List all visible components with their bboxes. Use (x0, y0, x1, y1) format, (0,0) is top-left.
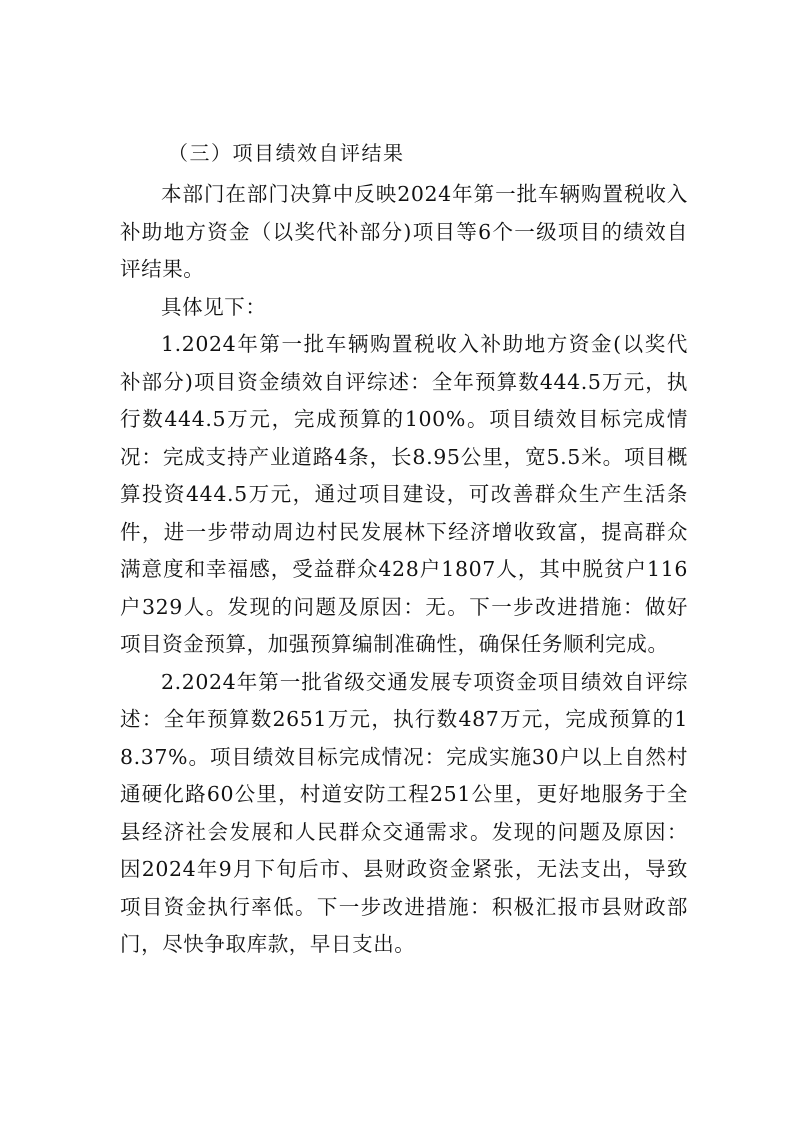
project-2-paragraph: 2.2024年第一批省级交通发展专项资金项目绩效自评综述：全年预算数2651万元，执行数487万元，完成预算的18.37%。项目绩效目标完成情况：完成实施30户以上自然村通硬化路60公里，村道安防工程251公里，更好地服务于全县经济社会发展和人民群众交通需求。发现的问题及原因：因2024年9月下旬后市、县财政资金紧张，无法支出，导致项目资金执行率低。下一步改进措施：积极汇报市县财政部门，尽快争取库款，早日支出。 (120, 669, 688, 956)
document-body (120, 130, 688, 964)
section-heading: （三）项目绩效自评结果 (168, 141, 405, 165)
details-lead-paragraph: 具体见下： (161, 294, 267, 319)
project-1-paragraph: 1.2024年第一批车辆购置税收入补助地方资金(以奖代补部分)项目资金绩效自评综述：全年预算数444.5万元，执行数444.5万元，完成预算的100%。项目绩效目标完成情况：完成支持产业道路4条，长8.95公里，宽5.5米。项目概算投资444.5万元，通过项目建设，可改善群众生产生活条件，进一步带动周边村民发展林下经济增收致富，提高群众满意度和幸福感，受益群众428户1807人，其中脱贫户116户329人。发现的问题及原因：无。下一步改进措施：做好项目资金预算，加强预算编制准确性，确保任务顺利完成。 (120, 332, 688, 656)
intro-paragraph: 本部门在部门决算中反映2024年第一批车辆购置税收入补助地方资金（以奖代补部分)项目等6个一级项目的绩效自评结果。 (120, 182, 688, 281)
